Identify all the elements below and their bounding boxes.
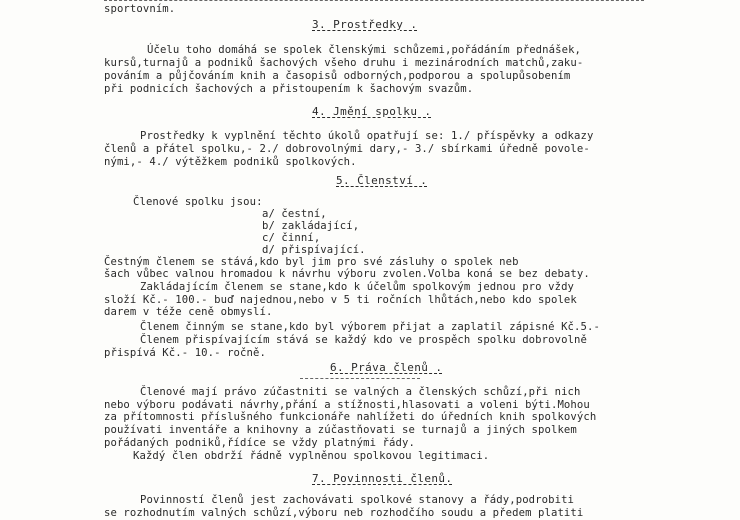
text-line: při podnicích šachových a přistoupením k šachovým svazům. bbox=[104, 83, 474, 95]
text-line: Zakládajícím členem se stane,kdo k účelům spolkovým jednou pro vždy bbox=[140, 281, 575, 293]
heading-rule bbox=[300, 378, 420, 379]
text-line: Členové spolku jsou: bbox=[133, 196, 263, 208]
cut-off-line bbox=[104, 0, 644, 1]
list-item: d/ přispívající. bbox=[262, 244, 366, 256]
section-heading: 7. Povinnosti členů. bbox=[312, 472, 453, 485]
text-line: přispívá Kč.- 10.- ročně. bbox=[104, 347, 266, 359]
text-line: Členem činným se stane,kdo byl výborem přijat a zaplatil zápisné Kč.5.- bbox=[140, 321, 600, 333]
text-line: Členem přispívajícím stává se každý kdo ve prospěch spolku dobrovolně bbox=[140, 334, 587, 346]
section-heading: 5. Členství . bbox=[336, 174, 428, 187]
list-item: a/ čestní, bbox=[262, 208, 327, 220]
text-line: Prostředky k vyplnění těchto úkolů opatřují se: 1./ příspěvky a odkazy bbox=[140, 130, 594, 142]
text-line: nebo výboru podávati návrhy,přání a stížnosti,hlasovati a voleni býti.Mohou bbox=[104, 399, 590, 411]
list-item: b/ zakládající, bbox=[262, 220, 360, 232]
text-line: pořádaných podniků,řídíce se vždy platnými řády. bbox=[104, 437, 415, 449]
section-heading: 6. Práva členů . bbox=[330, 361, 443, 374]
text-line: darem v téže ceně obmyslí. bbox=[104, 306, 273, 318]
text-line: Čestným členem se stává,kdo byl jim pro své zásluhy o spolek neb bbox=[104, 256, 519, 268]
text-line: se rozhodnutím valných schůzí,výboru neb rozhodčího soudu a předem platiti bbox=[104, 507, 584, 519]
list-item: c/ činní, bbox=[262, 232, 321, 244]
text-line: sportovním. bbox=[104, 3, 176, 15]
text-line: používati inventáře a knihovny a zúčastňovati se turnajů a jiných spolkem bbox=[104, 424, 577, 436]
text-line: členů a přátel spolku,- 2./ dobrovolnými dary,- 3./ sbírkami úředně povole- bbox=[104, 143, 590, 155]
text-line: Povinností členů jest zachovávati spolkové stanovy a řády,podrobiti bbox=[140, 494, 575, 506]
text-line: šach vůbec valnou hromadou k návrhu výboru zvolen.Volba koná se bez debaty. bbox=[104, 268, 590, 280]
text-line: pováním a půjčováním knih a časopisů odborných,podporou a spolupůsobením bbox=[104, 70, 571, 82]
text-line: Účelu toho domáhá se spolek členskými schůzemi,pořádáním přednášek, bbox=[147, 44, 582, 56]
text-line: kursů,turnajů a podniků šachových všeho druhu i mezinárodních matchů,zaku- bbox=[104, 57, 584, 69]
text-line: Členové mají právo zúčastniti se valných a členských schůzí,při nich bbox=[140, 386, 581, 398]
text-line: nými,- 4./ výtěžkem podniků spolkových. bbox=[104, 156, 357, 168]
section-heading: 3. Prostředky . bbox=[312, 18, 418, 31]
section-heading: 4. Jmění spolku . bbox=[312, 105, 432, 118]
text-line: za přítomnosti příslušného funkcionáře nahlížeti do úředních knih spolkových bbox=[104, 411, 597, 423]
text-line: složí Kč.- 100.- buď najednou,nebo v 5 ti ročních lhůtách,nebo kdo spolek bbox=[104, 294, 577, 306]
text-line: Každý člen obdrží řádně vyplněnou spolkovou legitimaci. bbox=[133, 450, 490, 462]
